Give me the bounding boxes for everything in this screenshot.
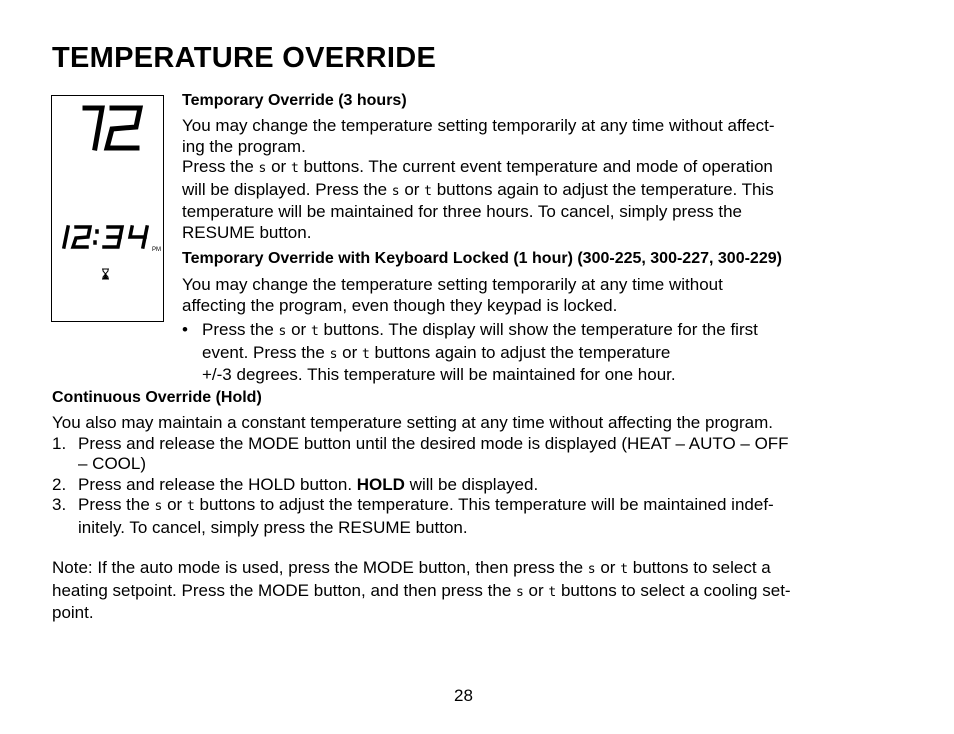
lcd-segments xyxy=(52,96,165,323)
down-arrow-symbol: t xyxy=(548,584,557,600)
list-item: 2. Press and release the HOLD button. HOLD will be displayed. xyxy=(52,474,539,494)
list-item: 1. Press and release the MODE button until the desired mode is displayed (HEAT – AUTO – OFF – COOL) xyxy=(52,433,789,473)
down-arrow-symbol: t xyxy=(186,499,195,514)
up-arrow-symbol: s xyxy=(258,161,267,176)
down-arrow-symbol: t xyxy=(310,324,319,339)
down-arrow-symbol: t xyxy=(424,183,432,199)
section-heading: Temporary Override with Keyboard Locked (1 hour) (300-225, 300-227, 300-229) xyxy=(182,250,782,267)
page-number: 28 xyxy=(454,686,473,705)
paragraph: You also may maintain a constant temperature setting at any time without affecting the program. xyxy=(52,413,774,432)
up-arrow-symbol: s xyxy=(278,324,287,339)
continuous-override-section xyxy=(52,388,892,624)
lcd-ampm: PM xyxy=(152,247,161,253)
hourglass-icon xyxy=(102,269,109,279)
lcd-time-digits xyxy=(64,227,147,247)
thermostat-lcd-display xyxy=(51,95,164,322)
down-arrow-symbol: t xyxy=(620,562,629,577)
up-arrow-symbol: s xyxy=(587,562,596,577)
page-title: TEMPERATURE OVERRIDE xyxy=(52,42,437,74)
paragraph: You may change the temperature setting temporarily at any time without affect- ing the program. xyxy=(182,116,775,156)
up-arrow-symbol: s xyxy=(391,183,400,199)
down-arrow-symbol: t xyxy=(290,161,299,176)
bullet-dot: • xyxy=(182,320,188,339)
section-heading: Temporary Override (3 hours) xyxy=(182,92,407,109)
up-arrow-symbol: s xyxy=(154,499,163,514)
section-heading: Continuous Override (Hold) xyxy=(52,389,262,406)
temporary-override-section xyxy=(182,91,882,386)
up-arrow-symbol: s xyxy=(516,584,524,600)
up-arrow-symbol: s xyxy=(329,346,338,362)
paragraph: You may change the temperature setting temporarily at any time without affecting the program, even though they keypad is locked. xyxy=(182,275,723,315)
list-item: 3. Press the s or t buttons to adjust the temperature. This temperature will be maintained indef- initely. To cancel, simply press the RESUME button. xyxy=(52,495,774,537)
paragraph: Press the s or t buttons. The current event temperature and mode of operation will be displayed. Press the s or t buttons again to adjust the temperature. This temperature will be maintained for three hours. To cancel, simply press the RESUME button. xyxy=(182,157,774,242)
lcd-temperature-digits xyxy=(85,108,140,148)
note-paragraph: Note: If the auto mode is used, press the MODE button, then press the s or t buttons to select a heating setpoint. Press the MODE button, and then press the s or t buttons to select a cooling set- point. xyxy=(52,558,791,622)
down-arrow-symbol: t xyxy=(361,346,370,362)
bullet-item: • Press the s or t buttons. The display will show the temperature for the first event. Press the s or t buttons again to adjust the temperature +/-3 degrees. This temperature will be maintained for one hour. xyxy=(182,320,758,384)
hold-bold-text: HOLD xyxy=(356,474,405,494)
